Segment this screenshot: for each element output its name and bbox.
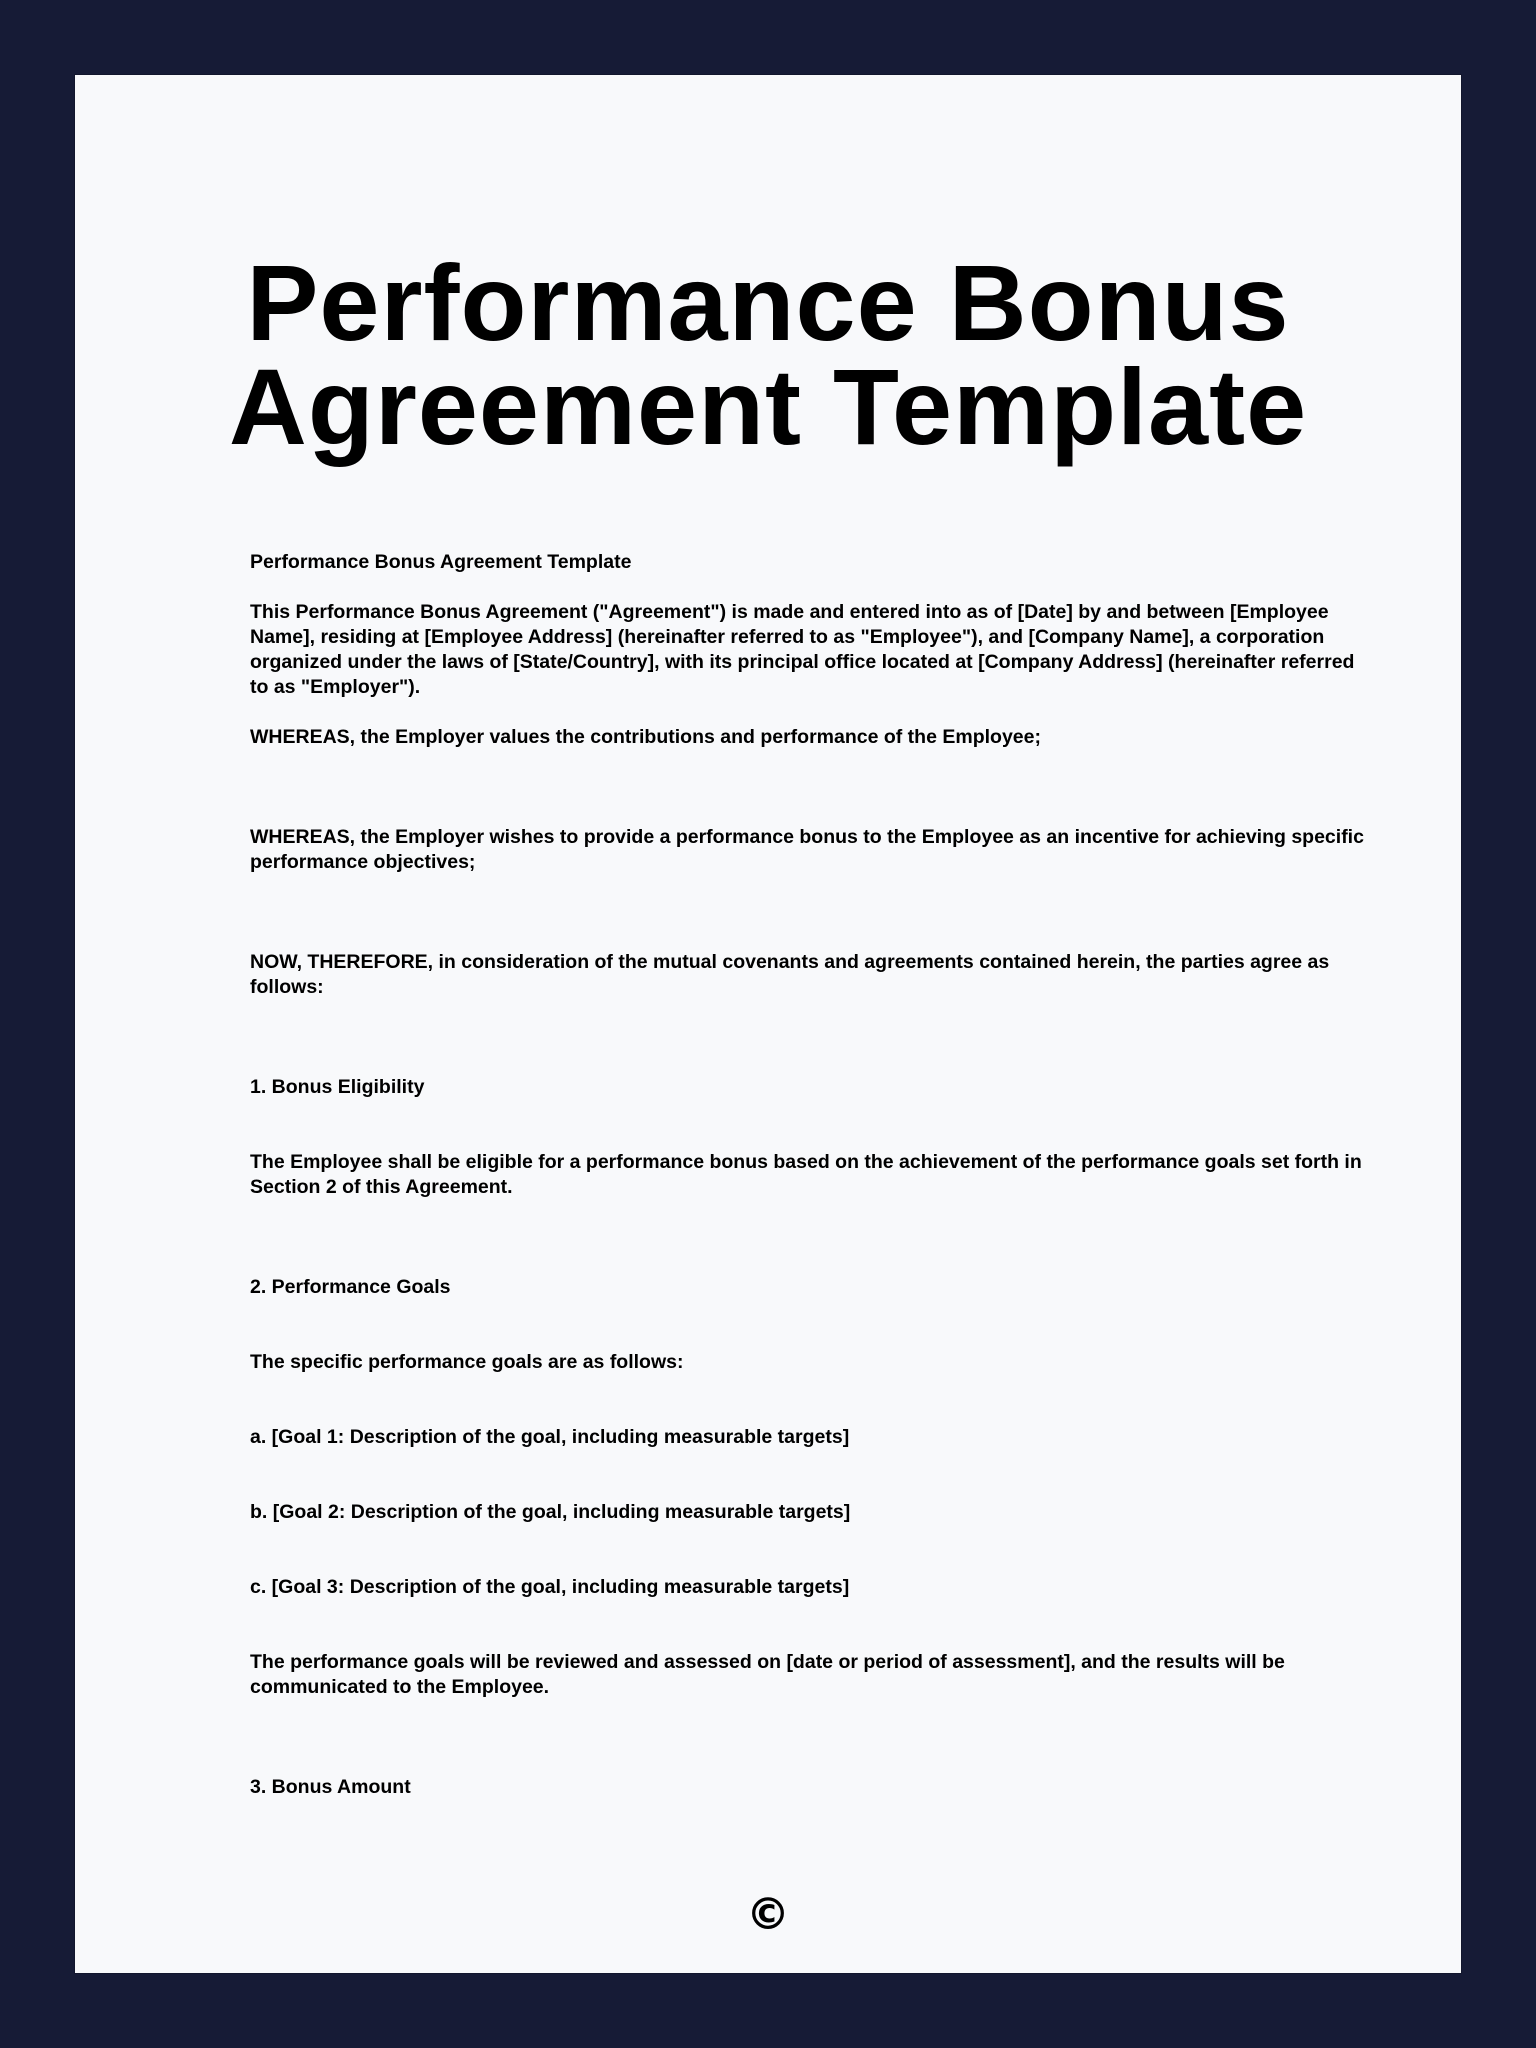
section-2-review: The performance goals will be reviewed and assessed on [date or period of assessment], and the results will be communicated to the Employee. (250, 1651, 1285, 1698)
whereas-clause-1: WHEREAS, the Employer values the contributions and performance of the Employee; (250, 726, 1041, 748)
goal-item: a. [Goal 1: Description of the goal, including measurable targets] (250, 1426, 850, 1448)
now-therefore-clause: NOW, THEREFORE, in consideration of the mutual covenants and agreements contained herein, the parties agree as follows: (250, 951, 1330, 998)
document-title-text: Performance Bonus Agreement Template (228, 242, 1308, 467)
whereas-clause-2: WHEREAS, the Employer wishes to provide a performance bonus to the Employee as an incentive for achieving specific performance objectives; (250, 826, 1364, 873)
document-title (75, 242, 1461, 467)
section-3-heading: 3. Bonus Amount (250, 1776, 411, 1798)
section-2-heading: 2. Performance Goals (250, 1276, 451, 1298)
section-2-intro: The specific performance goals are as follows: (250, 1351, 684, 1373)
document-heading: Performance Bonus Agreement Template (250, 551, 632, 573)
copyright-icon: © (746, 1889, 790, 1940)
goal-item: b. [Goal 2: Description of the goal, including measurable targets] (250, 1501, 851, 1523)
intro-paragraph: This Performance Bonus Agreement ("Agreement") is made and entered into as of [Date] by and between [Employee Name], residing at [Employee Address] (hereinafter referred to as "Employee"), and [Company Name], a corporation organized under the laws of [State/Country], with its principal office located at [Company Address] (hereinafter referred to as "Employer"). (250, 601, 1355, 698)
section-1-heading: 1. Bonus Eligibility (250, 1076, 425, 1098)
goal-item: c. [Goal 3: Description of the goal, including measurable targets] (250, 1576, 850, 1598)
document-page (75, 75, 1461, 1973)
section-1-text: The Employee shall be eligible for a performance bonus based on the achievement of the performance goals set forth in Section 2 of this Agreement. (250, 1151, 1362, 1198)
